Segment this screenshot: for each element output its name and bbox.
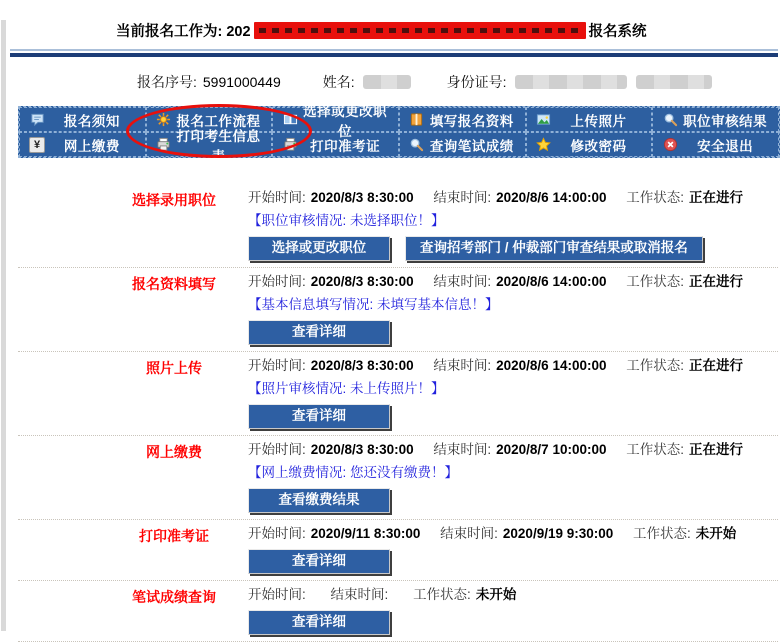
name-label: 姓名: — [322, 74, 355, 90]
menu-item-print-candidate-info[interactable]: 打印考生信息表 — [146, 132, 273, 157]
sun-icon — [156, 112, 172, 128]
photo-icon — [536, 112, 552, 128]
id-number-redacted-1 — [515, 75, 627, 89]
task-title: 选择录用职位 — [132, 192, 216, 208]
task-row-photo-upload — [18, 352, 778, 436]
serial-number: 5991000449 — [202, 74, 281, 90]
end-time: 2020/8/7 10:00:00 — [496, 442, 607, 457]
status-badge: 正在进行 — [689, 274, 744, 289]
status-badge: 正在进行 — [689, 442, 744, 457]
start-time: 2020/8/3 8:30:00 — [310, 358, 414, 373]
start-time: 2020/9/11 8:30:00 — [310, 526, 421, 541]
task-row-select-position — [18, 184, 778, 268]
logout-icon — [662, 137, 678, 153]
end-time: 2020/9/19 9:30:00 — [502, 526, 614, 541]
start-time: 2020/8/3 8:30:00 — [310, 442, 414, 457]
task-meta: 开始时间: 2020/8/3 8:30:00 结束时间: 2020/8/6 14:00:00 工作状态: 正在进行 — [248, 358, 744, 373]
identity-bar — [137, 72, 784, 92]
menu-item-registration-notice[interactable]: 报名须知 — [19, 107, 146, 132]
id-number-label: 身份证号: — [446, 74, 507, 90]
menu-item-position-review-result[interactable]: 职位审核结果 — [652, 107, 779, 132]
yen-icon: ¥ — [29, 137, 45, 153]
panes-icon — [282, 112, 298, 128]
main-menu — [18, 103, 780, 164]
magnifier-icon — [409, 137, 425, 153]
end-time: 2020/8/6 14:00:00 — [496, 190, 607, 205]
task-row-print-ticket — [18, 520, 778, 581]
status-badge: 未开始 — [475, 587, 517, 602]
book-icon — [409, 112, 425, 128]
serial-label: 报名序号: — [137, 74, 197, 90]
task-title: 笔试成绩查询 — [132, 589, 216, 605]
task-row-written-score — [18, 581, 778, 642]
menu-item-registration-workflow[interactable]: 报名工作流程 — [146, 107, 273, 132]
menu-item-change-password[interactable]: 修改密码 — [526, 132, 653, 157]
header-divider — [10, 49, 778, 57]
star-icon — [536, 137, 552, 153]
title-suffix: 报名系统 — [588, 24, 647, 40]
task-meta: 开始时间: 2020/8/3 8:30:00 结束时间: 2020/8/7 10:00:00 工作状态: 正在进行 — [248, 442, 744, 457]
id-number-redacted-2 — [636, 75, 712, 89]
task-notice: 【网上缴费情况: 您还没有缴费！】 — [248, 465, 459, 480]
view-detail-button[interactable]: 查看详细 — [248, 320, 390, 345]
task-title: 网上缴费 — [146, 444, 202, 460]
magnifier-icon — [662, 112, 678, 128]
view-detail-button[interactable]: 查看详细 — [248, 549, 390, 574]
comment-icon — [29, 112, 45, 128]
task-list — [18, 184, 778, 642]
menu-item-safe-logout[interactable]: 安全退出 — [652, 132, 779, 157]
task-notice: 【基本信息填写情况: 未填写基本信息！】 — [248, 297, 499, 312]
task-meta: 开始时间: 结束时间: 工作状态: 未开始 — [248, 587, 517, 602]
window-left-edge — [1, 20, 6, 631]
task-row-online-payment — [18, 436, 778, 520]
task-notice: 【职位审核情况: 未选择职位！】 — [248, 213, 445, 228]
title-prefix: 当前报名工作为: 202 — [116, 24, 251, 40]
task-title: 打印准考证 — [139, 528, 209, 544]
printer-icon — [156, 137, 172, 153]
status-badge: 未开始 — [695, 526, 737, 541]
status-badge: 正在进行 — [689, 358, 744, 373]
view-payment-result-button[interactable]: 查看缴费结果 — [248, 488, 390, 513]
end-time: 2020/8/6 14:00:00 — [496, 274, 607, 289]
menu-item-online-payment[interactable]: ¥ 网上缴费 — [19, 132, 146, 157]
divider-dark-line — [10, 53, 778, 57]
view-detail-button[interactable]: 查看详细 — [248, 610, 390, 635]
printer-icon — [282, 137, 298, 153]
task-meta: 开始时间: 2020/8/3 8:30:00 结束时间: 2020/8/6 14:00:00 工作状态: 正在进行 — [248, 274, 744, 289]
menu-item-print-admission-ticket[interactable]: 打印准考证 — [272, 132, 399, 157]
redacted-title-block — [254, 22, 586, 39]
task-title: 报名资料填写 — [132, 276, 216, 292]
start-time: 2020/8/3 8:30:00 — [310, 190, 414, 205]
task-meta: 开始时间: 2020/9/11 8:30:00 结束时间: 2020/9/19 9:30:00 工作状态: 未开始 — [248, 526, 737, 541]
registration-system-page — [0, 20, 784, 631]
view-detail-button[interactable]: 查看详细 — [248, 404, 390, 429]
task-row-fill-info — [18, 268, 778, 352]
menu-item-fill-registration-info[interactable]: 填写报名资料 — [399, 107, 526, 132]
page-title — [116, 20, 784, 41]
name-redacted — [363, 75, 411, 89]
select-or-change-position-button[interactable]: 选择或更改职位 — [248, 236, 390, 261]
status-badge: 正在进行 — [689, 190, 744, 205]
menu-item-upload-photo[interactable]: 上传照片 — [526, 107, 653, 132]
menu-item-select-position[interactable]: 选择或更改职位 — [272, 107, 399, 132]
query-review-result-or-cancel-button[interactable]: 查询招考部门 / 仲裁部门审查结果或取消报名 — [405, 236, 703, 261]
end-time: 2020/8/6 14:00:00 — [496, 358, 607, 373]
task-notice: 【照片审核情况: 未上传照片！】 — [248, 381, 445, 396]
task-title: 照片上传 — [146, 360, 202, 376]
menu-item-query-written-score[interactable]: 查询笔试成绩 — [399, 132, 526, 157]
task-meta: 开始时间: 2020/8/3 8:30:00 结束时间: 2020/8/6 14:00:00 工作状态: 正在进行 — [248, 190, 744, 205]
start-time: 2020/8/3 8:30:00 — [310, 274, 414, 289]
